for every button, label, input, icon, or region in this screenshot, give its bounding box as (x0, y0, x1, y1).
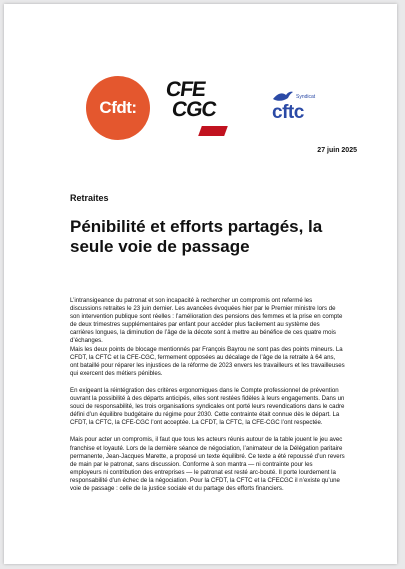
cfe-cgc-red-bar (198, 126, 228, 136)
document-page (4, 4, 397, 564)
cgc-logo-text: CGC (170, 98, 218, 121)
logo-row (4, 74, 397, 144)
article-body (70, 297, 345, 502)
cftc-logo (266, 76, 332, 140)
paragraph-1: L’intransigeance du patronat et son incapacité à rechercher un compromis ont refermé les discussions retraites le 23 juin dernier. Les avancées évoquées hier par le Premier ministre lors de son intervention publique sont réelles : l’amélioration des pensions des femmes et la prise en compte de deux trimestres supplémentaires par enfant pour accéder plus facilement au système des carrières longues, la diminution de l’âge de la décote sont à mettre au bénéfice de ces quatre mois d’échanges. (70, 297, 343, 345)
cfdt-logo (86, 76, 150, 140)
paragraph-2: Mais les deux points de blocage mentionnés par François Bayrou ne sont pas des points mineurs. La CFDT, la CFTC et la CFE-CGC, fermement opposées au décalage de l’âge de la retraite à 64 ans, ont bataillé pour réparer les injustices de la réforme de 2023 envers les travailleurs et les travailleuses qui exercent des métiers pénibles. (70, 345, 345, 377)
paragraph-4: Mais pour acter un compromis, il faut que tous les acteurs réunis autour de la table jouent le jeu avec franchise et loyauté. Lors de la dernière séance de négociation, l’animateur de la Délégation paritaire permanente, Jean-Jacques Marette, a proposé un texte équilibré. Ce texte a été repoussé d’un revers de main par le patronat, sans discussion. Conforme à son mantra — ni contrainte pour les employeurs ni contribution des entreprises — le patronat est resté arc-bouté. Il porte lourdement la responsabilité d’un échec de la négociation. Pour la CFDT, la CFTC et la CFECGC il n’existe qu’une voie de passage : celle de la justice sociale et du partage des efforts financiers. (70, 436, 345, 492)
cfdt-logo-text: Cfdt: (99, 98, 137, 117)
cfe-logo-text: CFE (164, 78, 207, 101)
article-title: Pénibilité et efforts partagés, la seule voie de passage (70, 217, 323, 256)
cfe-cgc-logo (166, 80, 228, 138)
paragraph-3: En exigeant la réintégration des critères ergonomiques dans le Compte professionnel de prévention ouvrant la possibilité à des départs anticipés, elles sont restées fidèles à leurs engagements. Dans un souci de responsabilité, les trois organisations syndicales ont porté leurs revendications dans le cadre défini d’un équilibre budgétaire du régime pour 2030. Cette contrainte était connue dès le départ. La CFDT, la CFTC, la CFE-CGC l’ont acceptée. La CFDT, la CFTC, la CFE-CGC l’ont respectée. (70, 386, 345, 427)
publication-date: 27 juin 2025 (317, 147, 357, 154)
cftc-small-text: Syndicat (296, 94, 316, 100)
article-category: Retraites (70, 193, 109, 203)
cftc-logo-text: cftc (272, 102, 304, 123)
